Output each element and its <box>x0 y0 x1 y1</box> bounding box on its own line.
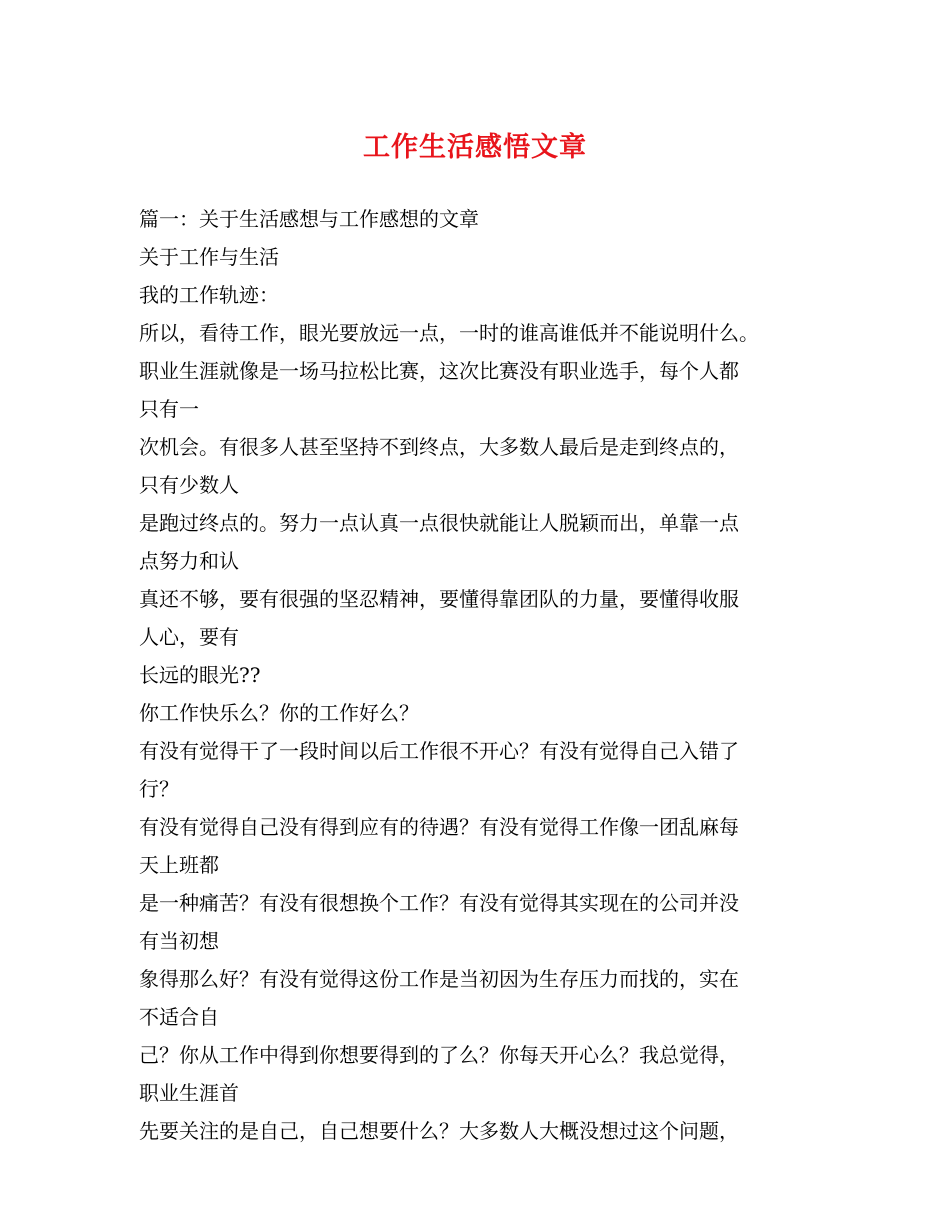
text-line: 长远的眼光?? <box>139 663 261 687</box>
text-line: 不适合自 <box>139 1005 219 1029</box>
text-line: 先要关注的是自己，自己想要什么？大多数人大概没想过这个问题， <box>139 1119 739 1143</box>
text-line: 点努力和认 <box>139 549 239 573</box>
text-line: 己？你从工作中得到你想要得到的了么？你每天开心么？我总觉得， <box>139 1043 739 1067</box>
text-line: 人心，要有 <box>139 625 239 649</box>
text-line: 只有少数人 <box>139 473 239 497</box>
text-line: 关于工作与生活 <box>139 245 279 269</box>
text-line: 所以，看待工作，眼光要放远一点，一时的谁高谁低并不能说明什么。 <box>139 321 759 345</box>
text-line: 行？ <box>139 777 179 801</box>
text-line: 有当初想 <box>139 929 219 953</box>
document-body <box>139 200 819 1150</box>
text-line: 有没有觉得自己没有得到应有的待遇？有没有觉得工作像一团乱麻每 <box>139 815 739 839</box>
text-line: 有没有觉得干了一段时间以后工作很不开心？有没有觉得自己入错了 <box>139 739 739 763</box>
text-line: 只有一 <box>139 397 199 421</box>
text-line: 你工作快乐么？你的工作好么？ <box>139 701 419 725</box>
text-line: 真还不够，要有很强的坚忍精神，要懂得靠团队的力量，要懂得收服 <box>139 587 739 611</box>
text-line: 是一种痛苦？有没有很想换个工作？有没有觉得其实现在的公司并没 <box>139 891 739 915</box>
text-line: 象得那么好？有没有觉得这份工作是当初因为生存压力而找的，实在 <box>139 967 739 991</box>
text-line: 天上班都 <box>139 853 219 877</box>
text-line: 篇一：关于生活感想与工作感想的文章 <box>139 207 479 231</box>
text-line: 职业生涯就像是一场马拉松比赛，这次比赛没有职业选手，每个人都 <box>139 359 739 383</box>
text-line: 职业生涯首 <box>139 1081 239 1105</box>
text-line: 次机会。有很多人甚至坚持不到终点，大多数人最后是走到终点的， <box>139 435 739 459</box>
document-title: 工作生活感悟文章 <box>363 132 587 163</box>
text-line: 我的工作轨迹： <box>139 283 279 307</box>
text-line: 是跑过终点的。努力一点认真一点很快就能让人脱颖而出，单靠一点 <box>139 511 739 535</box>
